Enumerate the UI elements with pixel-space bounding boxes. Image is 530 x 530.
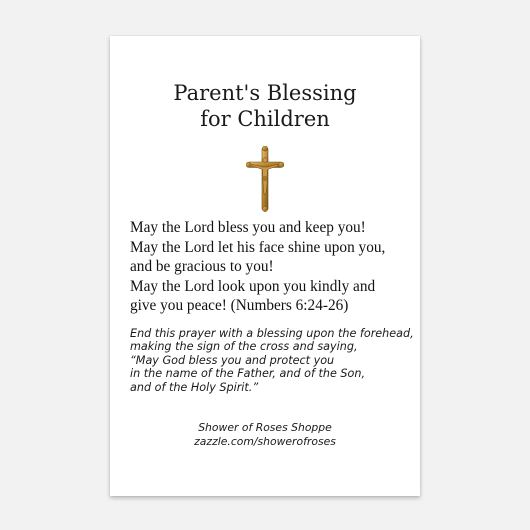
verse-line: and be gracious to you! bbox=[130, 258, 274, 275]
instruction-line: making the sign of the cross and saying, bbox=[130, 340, 358, 354]
shop-credit bbox=[110, 421, 420, 449]
blessing-card bbox=[110, 36, 420, 496]
title-line-2: for Children bbox=[200, 107, 330, 131]
instruction-line: in the name of the Father, and of the Son, bbox=[130, 367, 365, 381]
shop-url: zazzle.com/showerofroses bbox=[194, 435, 336, 448]
shop-name: Shower of Roses Shoppe bbox=[198, 421, 332, 434]
instruction-line: and of the Holy Spirit.” bbox=[130, 380, 259, 394]
verse-line: May the Lord let his face shine upon you, bbox=[130, 238, 386, 256]
blessing-verse bbox=[130, 218, 420, 316]
instruction-line: End this prayer with a blessing upon the forehead, bbox=[130, 327, 414, 340]
card-title bbox=[110, 80, 420, 132]
verse-line: May the Lord bless you and keep you! bbox=[130, 219, 366, 236]
crucifix-icon bbox=[246, 146, 284, 212]
blessing-instructions bbox=[130, 327, 420, 394]
verse-line: May the Lord look upon you kindly and bbox=[130, 277, 376, 295]
title-line-1: Parent's Blessing bbox=[173, 81, 357, 105]
instruction-line: “May God bless you and protect you bbox=[130, 353, 335, 367]
verse-line: give you peace! (Numbers 6:24-26) bbox=[130, 297, 349, 314]
